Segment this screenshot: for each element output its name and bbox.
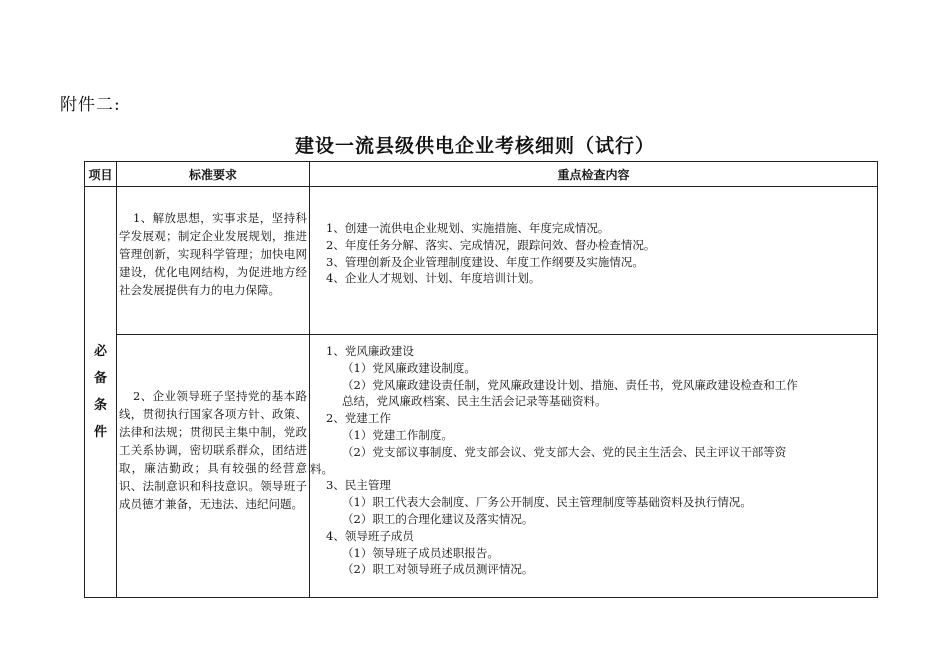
header-check: 重点检查内容 <box>310 162 878 187</box>
check-line: 3、民主管理 <box>326 478 391 493</box>
standard-cell: 2、企业领导班子坚持党的基本路线，贯彻执行国家各项方针、政策、法律和法规；贯彻民主集中制，党政工关系协调，密切联系群众，团结进取，廉洁勤政；具有较强的经营意识、法制意识和科技意识。领导班子成员德才兼备，无违法、违纪问题。 <box>117 335 310 598</box>
check-line: 料。 <box>310 461 333 476</box>
check-line: （2）职工对领导班子成员测评情况。 <box>342 562 534 577</box>
category-char: 件 <box>93 425 107 440</box>
check-line: （2）党风廉政建设责任制，党风廉政建设计划、措施、责任书，党风廉政建设检查和工作 <box>342 377 798 392</box>
assessment-table <box>84 161 878 598</box>
check-line: （1）领导班子成员述职报告。 <box>342 545 499 560</box>
check-line: （2）职工的合理化建议及落实情况。 <box>342 511 534 526</box>
check-cell <box>310 187 878 335</box>
category-char: 备 <box>93 371 107 386</box>
table-header-row <box>85 162 878 187</box>
header-standard: 标准要求 <box>117 162 310 187</box>
check-line: （2）党支部议事制度、党支部会议、党支部大会、党的民主生活会、民主评议干部等资 <box>342 444 787 459</box>
check-line: 1、党风廉政建设 <box>326 344 414 358</box>
check-line: 3、管理创新及企业管理制度建设、年度工作纲要及实施情况。 <box>326 254 644 269</box>
standard-cell: 1、解放思想，实事求是，坚持科学发展观；制定企业发展规划，推进管理创新，实现科学管理；加快电网建设，优化电网结构，为促进地方经社会发展提供有力的电力保障。 <box>117 187 310 335</box>
table-row <box>85 335 878 598</box>
document-title: 建设一流县级供电企业考核细则（试行） <box>294 135 655 157</box>
check-line: 2、年度任务分解、落实、完成情况，跟踪问效、督办检查情况。 <box>326 237 656 252</box>
header-item: 项目 <box>85 162 117 187</box>
check-line: （1）党建工作制度。 <box>342 427 453 442</box>
check-cell <box>310 335 878 598</box>
check-line: （1）党风廉政建设制度。 <box>342 360 476 375</box>
check-line: 总结，党风廉政档案、民主生活会记录等基础资料。 <box>342 394 607 409</box>
category-char: 必 <box>93 344 107 359</box>
check-line: 4、领导班子成员 <box>326 528 414 543</box>
category-char: 条 <box>93 398 107 413</box>
table-row <box>85 187 878 335</box>
check-line: 1、创建一流供电企业规划、实施措施、年度完成情况。 <box>326 220 610 235</box>
check-line: 2、党建工作 <box>326 411 391 426</box>
annex-label: 附件二: <box>60 95 121 115</box>
check-line: 4、企业人才规划、计划、年度培训计划。 <box>326 271 541 286</box>
category-cell <box>85 187 117 598</box>
check-line: （1）职工代表大会制度、厂务公开制度、民主管理制度等基础资料及执行情况。 <box>342 495 752 510</box>
